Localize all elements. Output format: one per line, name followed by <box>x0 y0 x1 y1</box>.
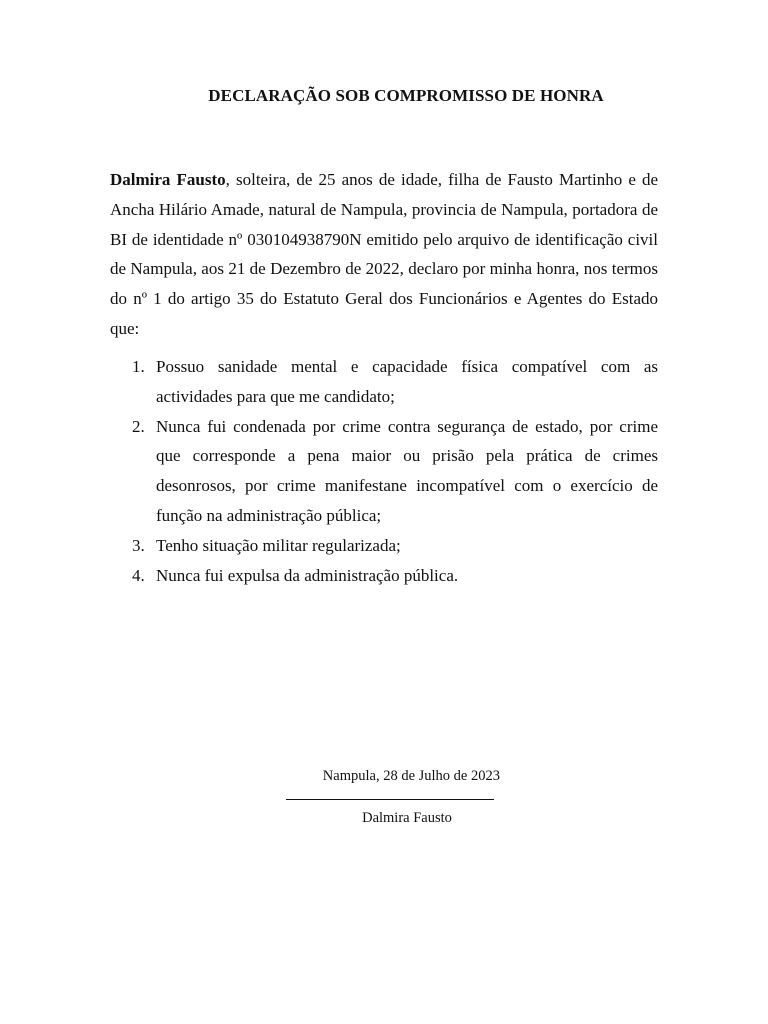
intro-text: , solteira, de 25 anos de idade, filha de Fausto Martinho e de Ancha Hilário Amade, natural de Nampula, provincia de Nampula, portadora de BI de identidade nº 030104938790N emitido pelo arquivo de identificação civil de Nampula, aos 21 de Dezembro de 2022, declaro por minha honra, nos termos do nº 1 do artigo 35 do Estatuto Geral dos Funcionários e Agentes do Estado que: <box>110 170 659 338</box>
place-date: Nampula, 28 de Julho de 2023 <box>322 768 500 784</box>
signature-block <box>280 768 500 827</box>
list-item-text: Nunca fui expulsa da administração pública. <box>156 565 459 585</box>
list-item-number: 3. <box>132 535 145 555</box>
list-item <box>110 561 658 591</box>
list-item <box>110 412 658 531</box>
list-item <box>110 352 658 412</box>
declaration-paragraph <box>110 165 658 344</box>
list-item-number: 1. <box>132 357 145 376</box>
list-item-text: Tenho situação militar regularizada; <box>156 535 401 555</box>
list-item-number: 4. <box>132 565 145 585</box>
document-title: DECLARAÇÃO SOB COMPROMISSO DE HONRA <box>208 86 604 105</box>
list-item-text: Possuo sanidade mental e capacidade física compatível com as actividades para que me candidato; <box>156 357 658 406</box>
list-item-number: 2. <box>132 416 145 436</box>
declarant-name: Dalmira Fausto <box>110 170 226 189</box>
signature-line <box>286 799 494 800</box>
list-item <box>110 531 658 561</box>
list-item-text: Nunca fui condenada por crime contra segurança de estado, por crime que corresponde a pena maior ou prisão pela prática de crimes desonrosos, por crime manifestane incompatível com o exercício de função na administração pública; <box>156 416 658 525</box>
signature-name: Dalmira Fausto <box>362 810 452 826</box>
declaration-items-list <box>110 352 658 590</box>
